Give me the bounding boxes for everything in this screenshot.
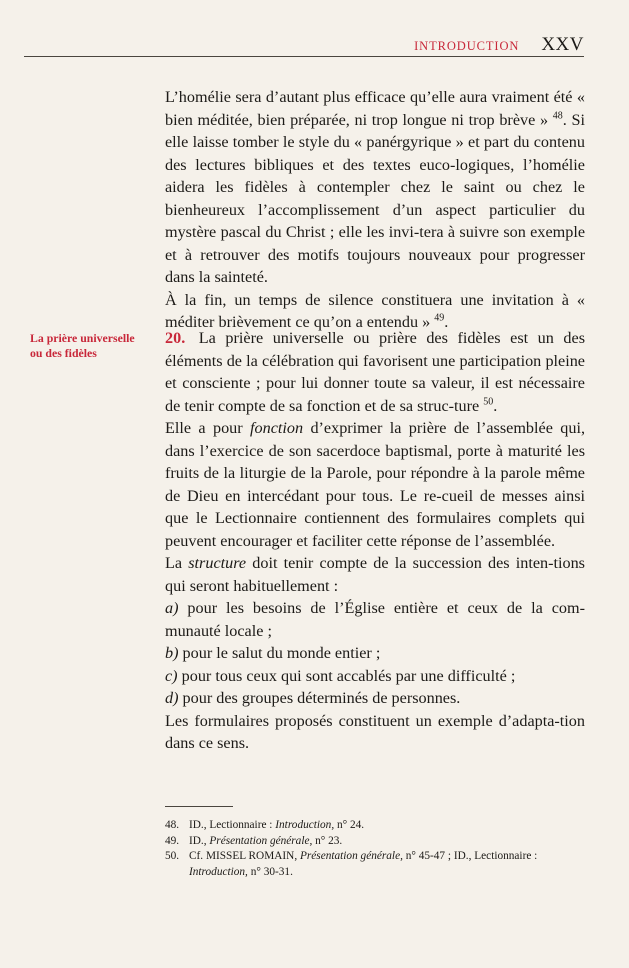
text-run: n° 45-47 ; ID., Lectionnaire : — [405, 850, 538, 862]
footnote-48 — [165, 818, 585, 834]
text-run: ID., — [189, 834, 207, 847]
text-run: Cf. MISSEL ROMAIN, — [189, 850, 298, 862]
footnote-50 — [165, 849, 585, 880]
list-label: b) — [165, 644, 179, 662]
list-label: c) — [165, 666, 178, 685]
footnote-text — [189, 834, 585, 850]
text-run: L’homélie sera d’autant plus efficace qu’elle aura vraiment été « bien méditée, bien préparée, ni trop longue ni trop brève » — [165, 88, 585, 129]
list-item — [165, 642, 585, 665]
list-label: d) — [165, 689, 179, 707]
text-run: Présentation générale, — [300, 850, 403, 862]
footnote-rule — [165, 806, 233, 807]
text-run: Elle a pour — [165, 419, 243, 437]
paragraph-homelie — [165, 86, 585, 334]
list-text: pour le salut du monde entier ; — [182, 644, 381, 662]
footnote-number: 49. — [165, 834, 180, 847]
text-run: Introduction, — [275, 819, 335, 831]
list-text: pour les besoins de l’Église entière et ceux de la com-munauté locale ; — [165, 599, 586, 640]
list-item — [165, 665, 585, 688]
structure-term: structure — [188, 554, 247, 572]
text-run: d’exprimer la prière de l’assemblée qui, dans l’exercice de son sacerdoce baptismal, porte à maturité les fruits de la liturgie de la Parole, pour répondre à la parole même de Dieu en intercédant pour tous. Le re-cueil de messes ainsi que le Lectionnaire contiennent des formulaires complets qui peuvent encourager et faciliter cette réponse de l’assemblée. — [165, 419, 585, 550]
text-run: Introduction, — [189, 865, 248, 878]
text-run: n° 24. — [336, 819, 365, 831]
text-run: La — [165, 554, 183, 572]
formulaires-text: Les formulaires proposés constituent un exemple d’adapta-tion dans ce sens. — [165, 711, 585, 752]
footnote-number: 50. — [165, 850, 180, 862]
paragraph-priere-universelle — [165, 327, 585, 755]
margin-note: La prière universelle ou des fidèles — [30, 331, 135, 360]
para-20-intro — [165, 327, 585, 417]
text-run: n° 30-31. — [250, 865, 293, 878]
text-run: ID., Lectionnaire : — [189, 819, 273, 831]
text-run: Présentation générale, — [209, 834, 313, 847]
text-run: La prière universelle ou prière des fidèles est un des éléments de la célébration qui favorisent une participation pleine et consciente ; pour lui donner toute sa valeur, il est nécessaire de tenir compte de sa fonction et de sa struc-ture — [165, 329, 585, 415]
text-run: . — [493, 396, 498, 415]
footnote-text — [189, 849, 585, 880]
text-run: . — [444, 313, 449, 331]
fonction-text — [165, 417, 585, 552]
paragraph-number: 20. — [165, 329, 186, 347]
footnote-text — [189, 818, 585, 834]
structure-text — [165, 552, 585, 597]
running-header — [140, 34, 584, 54]
footnote-49 — [165, 834, 585, 850]
page-number: XXV — [541, 34, 584, 55]
list-item — [165, 597, 585, 642]
footnote-number: 48. — [165, 819, 180, 831]
list-item — [165, 687, 585, 710]
fonction-term: fonction — [250, 419, 304, 437]
footnotes — [165, 818, 585, 880]
list-label: a) — [165, 599, 179, 617]
section-title: INTRODUCTION — [414, 39, 520, 53]
homelie-text — [165, 86, 585, 289]
text-run: À la fin, un temps de silence constituera une invitation à « méditer brièvement ce qu’on a entendu » — [165, 290, 585, 331]
list-text: pour tous ceux qui sont accablés par une difficulté ; — [181, 666, 516, 685]
header-rule — [24, 56, 584, 57]
text-run: doit tenir compte de la succession des inten-tions qui seront habituellement : — [165, 554, 585, 595]
text-run: n° 23. — [315, 834, 343, 847]
footnote-ref-50[interactable]: 50 — [483, 396, 494, 408]
list-text: pour des groupes déterminés de personnes. — [182, 689, 461, 707]
footnote-ref-49[interactable]: 49 — [434, 312, 445, 324]
text-run: . Si elle laisse tomber le style du « panérgyrique » et part du contenu des lectures bibliques et des textes euco-logiques, l’homélie aidera les fidèles à contempler chez le saint ou chez le bienheureux l’accomplissement d’un aspect particulier du mystère pascal du Christ ; elle les invi-tera à suivre son exemple et à retrouver des motifs toujours nouveaux pour progresser dans la sainteté. — [165, 110, 585, 286]
footnote-ref-48[interactable]: 48 — [552, 110, 563, 122]
